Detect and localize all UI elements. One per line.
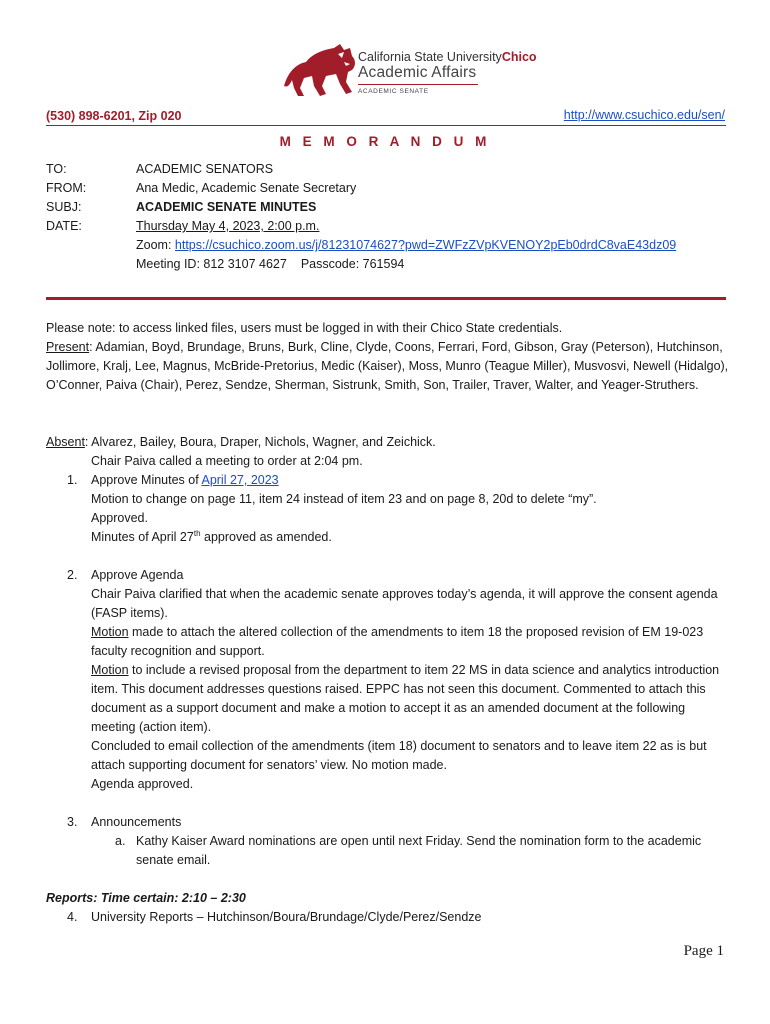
memo-header-divider: [46, 297, 726, 300]
subject-value: ACADEMIC SENATE MINUTES: [136, 200, 317, 214]
item-1-minutes-text-b: approved as amended.: [200, 530, 332, 544]
logo-division: Academic Affairs: [358, 64, 477, 81]
logo-university-campus: Chico: [501, 50, 537, 64]
item-2-conclusion: Concluded to email collection of the amendments (item 18) document to senators and to leave item 22 as is but attach supporting document for senators’ view. No motion made.: [91, 739, 707, 772]
date-value: Thursday May 4, 2023, 2:00 p.m.: [136, 219, 320, 233]
logo-divider: [358, 84, 478, 85]
item-4-number: 4.: [67, 910, 78, 924]
item-3-number: 3.: [67, 815, 78, 829]
present-label: Present: [46, 340, 90, 354]
item-3-title: Announcements: [91, 815, 182, 829]
item-2-motion-2-text: to include a revised proposal from the department to item 22 MS in data science and analytics introduction item. This document addresses questions raised. EPPC has not seen this document. Commented to attach this document as a support document and make a motion to accept it as an amended document at the following meeting (action item).: [91, 663, 720, 734]
item-4-text: University Reports – Hutchinson/Boura/Brundage/Clyde/Perez/Sendze: [91, 910, 482, 924]
april-27-minutes-link[interactable]: April 27, 2023: [201, 473, 279, 487]
date-label: DATE:: [46, 219, 82, 233]
item-1-minutes-approved: [91, 528, 731, 547]
item-1-number: 1.: [67, 473, 78, 487]
present-list: [46, 338, 730, 395]
absent-names: : Alvarez, Bailey, Boura, Draper, Nichols, Wagner, and Zeichick.: [84, 435, 436, 449]
item-2-motion-1-label: Motion: [91, 625, 129, 639]
senate-website-link[interactable]: http://www.csuchico.edu/sen/: [563, 108, 725, 122]
logo-university-name: [358, 50, 537, 64]
logo-university-prefix: California State University: [358, 50, 502, 64]
wildcat-mascot-icon: [282, 42, 362, 98]
item-1-minutes-sup: th: [193, 528, 201, 538]
from-label: FROM:: [46, 181, 87, 195]
header-divider: [46, 125, 726, 126]
item-1-title-text: Approve Minutes of: [91, 473, 202, 487]
call-to-order: Chair Paiva called a meeting to order at 2:04 pm.: [91, 454, 363, 468]
absent-list: [46, 433, 730, 452]
item-1-minutes-text-a: Minutes of April 27: [91, 530, 194, 544]
page-number: Page 1: [683, 943, 724, 959]
meeting-id: Meeting ID: 812 3107 4627: [136, 257, 287, 271]
item-2-motion-1-text: made to attach the altered collection of the amendments to item 18 the proposed revision of EM 19-023 faculty recognition and support.: [91, 625, 704, 658]
item-2-title: Approve Agenda: [91, 568, 184, 582]
access-note: Please note: to access linked files, users must be logged in with their Chico State credentials.: [46, 321, 563, 335]
item-1-approved: Approved.: [91, 511, 148, 525]
logo-unit: ACADEMIC SENATE: [358, 88, 429, 95]
subject-label: SUBJ:: [46, 200, 82, 214]
item-2-motion-1: [91, 623, 731, 661]
item-3a-letter: a.: [115, 834, 126, 848]
item-2-number: 2.: [67, 568, 78, 582]
meeting-credentials: [136, 255, 404, 274]
to-label: TO:: [46, 162, 67, 176]
reports-heading: Reports: Time certain: 2:10 – 2:30: [46, 891, 246, 905]
item-1-motion: Motion to change on page 11, item 24 instead of item 23 and on page 8, 20d to delete “my”.: [91, 492, 597, 506]
item-2-clarification: Chair Paiva clarified that when the academic senate approves today’s agenda, it will approve the consent agenda (FASP items).: [91, 587, 718, 620]
item-2-motion-2-label: Motion: [91, 663, 129, 677]
item-2-agenda-approved: Agenda approved.: [91, 777, 194, 791]
item-1-title: [91, 471, 731, 490]
zoom-line: [136, 236, 676, 255]
item-2-motion-2: [91, 661, 731, 737]
from-value: Ana Medic, Academic Senate Secretary: [136, 181, 357, 195]
to-value: ACADEMIC SENATORS: [136, 162, 274, 176]
zoom-label: Zoom:: [136, 238, 175, 252]
memo-title: M E M O R A N D U M: [279, 134, 491, 149]
item-3a-text: Kathy Kaiser Award nominations are open until next Friday. Send the nomination form to the academic senate email.: [136, 834, 702, 867]
absent-label: Absent: [46, 435, 85, 449]
passcode: Passcode: 761594: [300, 257, 405, 271]
present-names: : Adamian, Boyd, Brundage, Bruns, Burk, Cline, Clyde, Coons, Ferrari, Ford, Gibson, Gray (Peterson), Hutchinson, Jollimore, Kralj, Lee, Magnus, McBride-Pretorius, Medic (Kaiser), Moss, Munro (Teague Miller), Musvosvi, Newell (Hidalgo), O’Conner, Paiva (Chair), Perez, Sendze, Sherman, Sistrunk, Smith, Son, Trailer, Traver, Walter, and Yeager-Struthers.: [46, 340, 729, 392]
contact-info: (530) 898-6201, Zip 020: [46, 109, 182, 123]
zoom-link[interactable]: https://csuchico.zoom.us/j/81231074627?pwd=ZWFzZVpKVENOY2pEb0drdC8vaE43dz09: [174, 238, 677, 252]
